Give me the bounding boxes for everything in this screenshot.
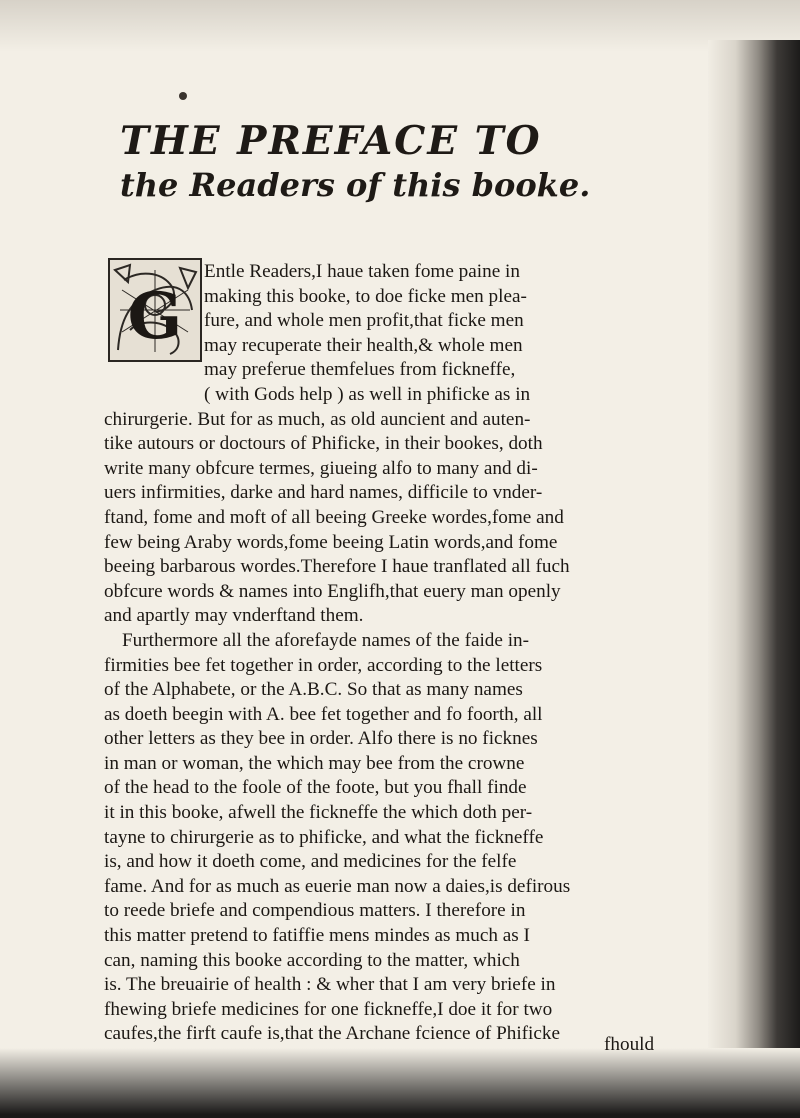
book-spine-shadow	[708, 40, 800, 1050]
ink-spot	[179, 92, 187, 100]
text-line: may preferue themfelues from fickneffe,	[204, 359, 516, 381]
text-line: beeing barbarous wordes.Therefore I haue tranflated all fuch	[104, 556, 570, 578]
text-line: Furthermore all the aforefayde names of the faide in-	[122, 629, 530, 651]
initial-letter: G	[127, 279, 183, 354]
text-line: firmities bee fet together in order, according to the letters	[104, 654, 543, 676]
text-line: of the head to the foole of the foote, but you fhall finde	[104, 777, 527, 799]
text-line: chirurgerie. But for as much, as old auncient and auten-	[104, 408, 531, 430]
text-line: Entle Readers,I haue taken fome paine in	[204, 261, 520, 282]
text-line: in man or woman, the which may bee from the crowne	[104, 752, 525, 774]
page-bottom-edge	[0, 1048, 800, 1118]
text-line: making this booke, to doe ficke men plea-	[204, 285, 527, 307]
text-line: uers infirmities, darke and hard names, difficile to vnder-	[104, 482, 543, 504]
text-line: can, naming this booke according to the matter, which	[104, 949, 520, 971]
text-line: obfcure words & names into Englifh,that euery man openly	[104, 580, 561, 602]
text-line: tayne to chirurgerie as to phificke, and what the fickneffe	[104, 826, 544, 848]
text-line: few being Araby words,fome beeing Latin words,and fome	[104, 531, 558, 553]
text-line: as doeth beegin with A. bee fet together and fo foorth, all	[104, 703, 543, 725]
text-line: ( with Gods help ) as well in phificke as in	[204, 383, 531, 405]
text-line: tike autours or doctours of Phificke, in their bookes, doth	[104, 433, 543, 455]
text-line: and apartly may vnderftand them.	[104, 605, 364, 627]
preface-subtitle: the Readers of this booke.	[120, 166, 591, 204]
text-line: caufes,the firft caufe is,that the Archane fcience of Phificke	[104, 1023, 561, 1045]
text-line: write many obfcure termes, giueing alfo to many and di-	[104, 457, 538, 479]
text-line: fhewing briefe medicines for one fickneffe,I doe it for two	[104, 998, 553, 1020]
page-top-edge	[0, 0, 800, 52]
text-line: is, and how it doeth come, and medicines for the felfe	[104, 851, 517, 873]
text-line: it in this booke, afwell the fickneffe the which doth per-	[104, 802, 533, 824]
text-line: to reede briefe and compendious matters. I therefore in	[104, 900, 526, 922]
text-line: is. The breuairie of health : & wher that I am very briefe in	[104, 974, 556, 996]
text-line: fure, and whole men profit,that ficke men	[204, 310, 524, 332]
text-line: this matter pretend to fatiffie mens mindes as much as I	[104, 925, 530, 947]
preface-body	[104, 260, 672, 1047]
text-line: of the Alphabete, or the A.B.C. So that as many names	[104, 679, 523, 701]
catchword: fhould	[604, 1034, 655, 1055]
text-line: fame. And for as much as euerie man now a daies,is defirous	[104, 875, 571, 897]
text-line: ftand, fome and moft of all beeing Greeke wordes,fome and	[104, 506, 564, 528]
preface-title: THE PREFACE TO	[120, 118, 542, 164]
text-line: other letters as they bee in order. Alfo there is no ficknes	[104, 728, 538, 750]
text-line: may recuperate their health,& whole men	[204, 334, 523, 356]
